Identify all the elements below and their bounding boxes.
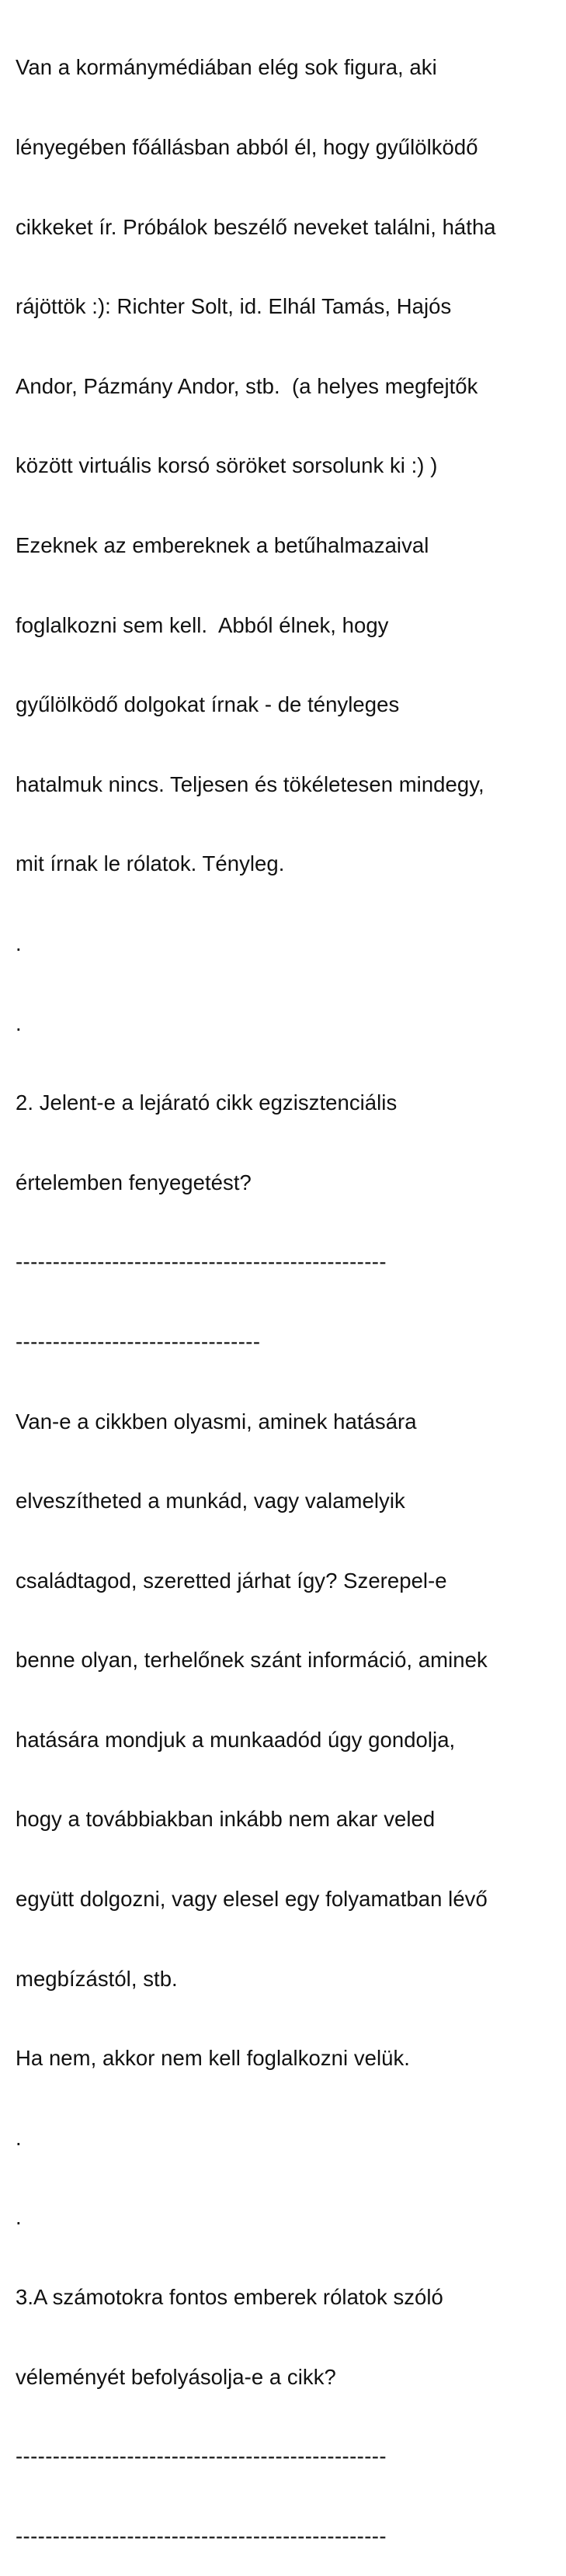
text-line: megbízástól, stb. xyxy=(16,1966,178,1991)
dot-separator: . xyxy=(16,931,22,955)
text-line: benne olyan, terhelőnek szánt információ, aminek xyxy=(16,1648,488,1673)
text-line: Van a kormánymédiában elég sok figura, aki xyxy=(16,55,437,80)
text-line: Van-e a cikkben olyasmi, aminek hatására xyxy=(16,1409,417,1434)
text-line: elveszítheted a munkád, vagy valamelyik xyxy=(16,1489,405,1513)
dash-divider: -------------------------------------------------- xyxy=(16,1250,387,1274)
text-line: lényegében főállásban abból él, hogy gyűlölködő xyxy=(16,135,478,159)
text-line: együtt dolgozni, vagy elesel egy folyamatban lévő xyxy=(16,1887,488,1912)
section-heading: 3.A számotokra fontos emberek rólatok szóló xyxy=(16,2285,443,2310)
dash-divider: --------------------------------- xyxy=(16,1329,261,1354)
text-line: hogy a továbbiakban inkább nem akar veled xyxy=(16,1807,436,1832)
text-line: Ha nem, akkor nem kell foglalkozni velük. xyxy=(16,2046,410,2071)
dot-separator: . xyxy=(16,1011,22,1035)
text-line: Ezeknek az embereknek a betűhalmazaival xyxy=(16,532,429,557)
dot-separator: . xyxy=(16,2125,22,2150)
text-line: családtagod, szeretted járhat így? Szerepel-e xyxy=(16,1568,447,1593)
section-heading: 2. Jelent-e a lejárató cikk egzisztenciális xyxy=(16,1090,398,1115)
section-heading: értelemben fenyegetést? xyxy=(16,1170,252,1194)
dash-divider: -------------------------------------------------- xyxy=(16,2523,387,2548)
text-line: hatalmuk nincs. Teljesen és tökéletesen mindegy, xyxy=(16,771,484,796)
text-line: foglalkozni sem kell. Abból élnek, hogy xyxy=(16,612,389,637)
text-line: között virtuális korsó söröket sorsolunk ki :) ) xyxy=(16,453,438,478)
text-line: gyűlölködő dolgokat írnak - de tényleges xyxy=(16,692,400,717)
section-heading: véleményét befolyásolja-e a cikk? xyxy=(16,2364,336,2389)
text-line: cikkeket ír. Próbálok beszélő neveket találni, hátha xyxy=(16,214,496,239)
text-line: mit írnak le rólatok. Tényleg. xyxy=(16,851,285,876)
text-line: Andor, Pázmány Andor, stb. (a helyes megfejtők xyxy=(16,373,478,398)
text-line: hatására mondjuk a munkaadód úgy gondolja, xyxy=(16,1727,456,1752)
dash-divider: -------------------------------------------------- xyxy=(16,2444,387,2469)
dot-separator: . xyxy=(16,2205,22,2230)
text-line: rájöttök :): Richter Solt, id. Elhál Tamás, Hajós xyxy=(16,294,452,319)
document-text xyxy=(16,2,563,2576)
